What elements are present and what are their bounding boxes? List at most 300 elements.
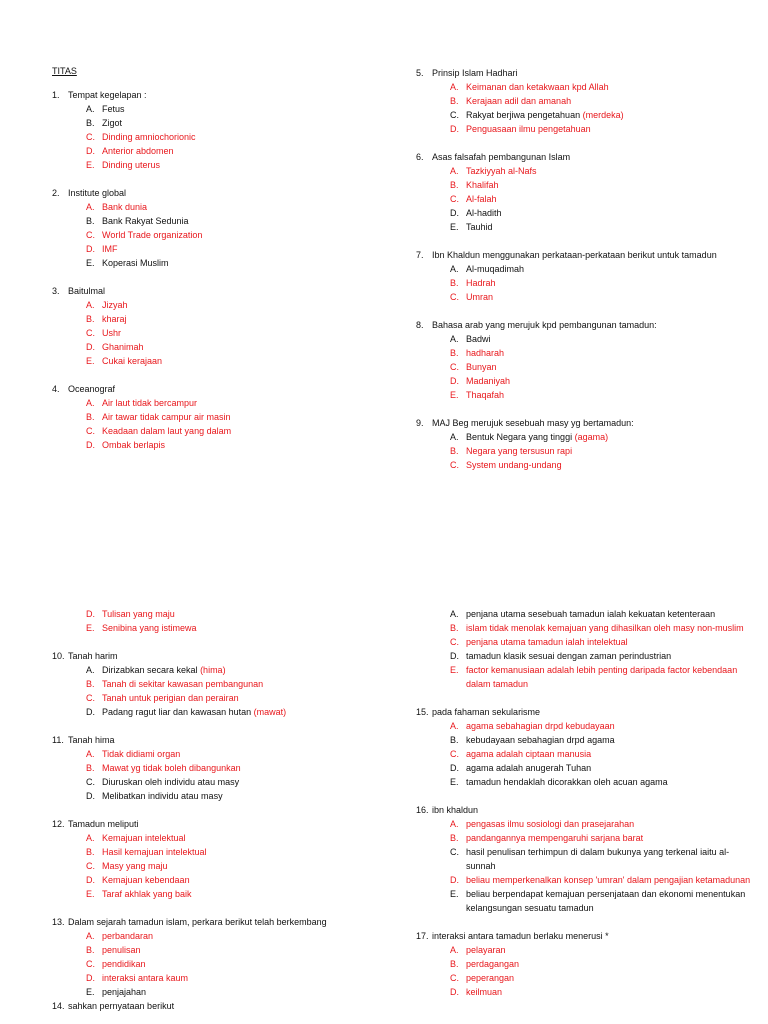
option-text: [466, 635, 756, 649]
answer-option: [416, 831, 756, 845]
option-label: Ghanimah: [102, 342, 144, 352]
question-block: [416, 929, 756, 999]
option-letter: D.: [86, 875, 95, 885]
question-text: Bahasa arab yang merujuk kpd pembangunan tamadun:: [432, 320, 657, 330]
question-block: [52, 88, 392, 172]
option-label: Keimanan dan ketakwaan kpd Allah: [466, 82, 609, 92]
option-letter: B.: [86, 412, 95, 422]
option-letter: B.: [450, 959, 459, 969]
answer-option: [416, 887, 756, 915]
question-number: 7.: [416, 250, 424, 260]
option-label: penjajahan: [102, 987, 147, 997]
answer-option: [52, 929, 392, 943]
question-text: Tanah harim: [68, 651, 118, 661]
option-letter: A.: [86, 398, 95, 408]
option-text: [102, 663, 382, 677]
option-label: peperangan: [466, 973, 515, 983]
option-letter: E.: [450, 390, 459, 400]
option-note: (hima): [200, 665, 226, 675]
option-letter: D.: [450, 987, 459, 997]
option-text: [466, 607, 756, 621]
answer-option: [416, 845, 756, 873]
answer-option: [52, 298, 392, 312]
option-label: penjana utama sesebuah tamadun ialah kekuatan ketenteraan: [466, 609, 716, 619]
option-letter: D.: [86, 146, 95, 156]
option-letter: A.: [86, 931, 95, 941]
option-text: [466, 332, 756, 346]
question-heading: [416, 803, 756, 817]
answer-option: [416, 430, 756, 444]
answer-option: [52, 410, 392, 424]
option-text: [466, 94, 756, 108]
answer-option: [52, 326, 392, 340]
answer-option: [416, 164, 756, 178]
option-text: [102, 747, 382, 761]
question-block: [416, 66, 756, 136]
question-number: 6.: [416, 152, 424, 162]
option-letter: D.: [450, 124, 459, 134]
option-text: [102, 200, 382, 214]
answer-option: [52, 971, 392, 985]
option-letter: C.: [450, 749, 459, 759]
option-label: Air tawar tidak campur air masin: [102, 412, 231, 422]
question-spacer: [52, 719, 392, 733]
question-spacer: [52, 172, 392, 186]
option-note: (mawat): [253, 707, 287, 717]
option-text: [466, 719, 756, 733]
option-letter: A.: [450, 82, 459, 92]
option-letter: B.: [450, 180, 459, 190]
answer-option: [52, 747, 392, 761]
option-label: Dinding amniochorionic: [102, 132, 196, 142]
question-heading: [52, 915, 392, 929]
option-text: [102, 102, 382, 116]
option-note: (merdeka): [582, 110, 624, 120]
option-label: Kerajaan adil dan amanah: [466, 96, 572, 106]
option-label: Rakyat berjiwa pengetahuan: [466, 110, 581, 120]
option-label: Mawat yg tidak boleh dibangunkan: [102, 763, 241, 773]
option-text: [466, 360, 756, 374]
option-letter: B.: [86, 314, 95, 324]
answer-option: [52, 873, 392, 887]
answer-option: [52, 789, 392, 803]
answer-option: [52, 775, 392, 789]
question-block: [52, 649, 392, 719]
question-number: 12.: [52, 819, 65, 829]
option-letter: D.: [86, 440, 95, 450]
option-label: pendidikan: [102, 959, 146, 969]
answer-option: [416, 332, 756, 346]
question-text: Prinsip Islam Hadhari: [432, 68, 518, 78]
option-label: Tanah di sekitar kawasan pembangunan: [102, 679, 264, 689]
option-label: beliau memperkenalkan konsep 'umran' dalam pengajian ketamadunan: [466, 875, 751, 885]
answer-option: [416, 747, 756, 761]
answer-option: [52, 354, 392, 368]
option-text: [466, 845, 756, 873]
question-heading: [52, 88, 392, 102]
question-block: [416, 705, 756, 789]
option-text: [102, 144, 382, 158]
question-spacer: [52, 270, 392, 284]
option-text: [102, 985, 382, 999]
option-label: Hadrah: [466, 278, 496, 288]
question-spacer: [416, 691, 756, 705]
question-number: 17.: [416, 931, 429, 941]
answer-option: [52, 312, 392, 326]
question-heading: [416, 318, 756, 332]
option-letter: A.: [450, 819, 459, 829]
option-text: [102, 326, 382, 340]
answer-option: [416, 458, 756, 472]
option-letter: E.: [450, 889, 459, 899]
option-text: [102, 228, 382, 242]
option-text: [102, 929, 382, 943]
question-number: 2.: [52, 188, 60, 198]
option-letter: A.: [86, 202, 95, 212]
answer-option: [52, 214, 392, 228]
question-number: 16.: [416, 805, 429, 815]
option-letter: C.: [450, 110, 459, 120]
option-note: (agama): [574, 432, 609, 442]
question-spacer: [52, 901, 392, 915]
option-letter: D.: [450, 763, 459, 773]
option-label: World Trade organization: [102, 230, 203, 240]
option-text: [466, 663, 756, 691]
answer-option: [416, 649, 756, 663]
question-block: [52, 382, 392, 452]
option-text: [102, 130, 382, 144]
answer-option: [416, 388, 756, 402]
option-text: [102, 691, 382, 705]
question-heading: [52, 733, 392, 747]
option-label: Ombak berlapis: [102, 440, 166, 450]
question-heading: [416, 705, 756, 719]
answer-option: [52, 845, 392, 859]
option-label: Diuruskan oleh individu atau masy: [102, 777, 240, 787]
option-letter: C.: [86, 328, 95, 338]
question-heading: [416, 248, 756, 262]
answer-option: [52, 242, 392, 256]
question-heading: [52, 999, 392, 1013]
option-label: Melibatkan individu atau masy: [102, 791, 223, 801]
option-text: [466, 276, 756, 290]
option-letter: A.: [450, 432, 459, 442]
option-label: Koperasi Muslim: [102, 258, 169, 268]
option-letter: D.: [86, 791, 95, 801]
option-text: [466, 206, 756, 220]
answer-option: [52, 256, 392, 270]
answer-option: [52, 831, 392, 845]
question-block: [416, 318, 756, 402]
question-text: Baitulmal: [68, 286, 106, 296]
option-label: pelayaran: [466, 945, 506, 955]
answer-option: [52, 957, 392, 971]
question-heading: [52, 186, 392, 200]
question-text: Asas falsafah pembangunan Islam: [432, 152, 571, 162]
answer-option: [52, 228, 392, 242]
option-label: Senibina yang istimewa: [102, 623, 197, 633]
option-text: [466, 621, 756, 635]
answer-option: [52, 705, 392, 719]
option-text: [466, 80, 756, 94]
option-letter: D.: [450, 208, 459, 218]
option-letter: B.: [86, 679, 95, 689]
option-label: agama adalah anugerah Tuhan: [466, 763, 592, 773]
option-letter: D.: [86, 342, 95, 352]
option-text: [466, 817, 756, 831]
option-text: [102, 256, 382, 270]
option-letter: C.: [86, 777, 95, 787]
option-label: Zigot: [102, 118, 123, 128]
question-number: 9.: [416, 418, 424, 428]
option-text: [102, 943, 382, 957]
question-text: ibn khaldun: [432, 805, 479, 815]
answer-option: [416, 290, 756, 304]
question-text: Ibn Khaldun menggunakan perkataan-perkataan berikut untuk tamadun: [432, 250, 717, 260]
answer-option: [416, 108, 756, 122]
option-letter: E.: [86, 356, 95, 366]
answer-option: [416, 719, 756, 733]
question-text: Tamadun meliputi: [68, 819, 139, 829]
option-letter: C.: [450, 460, 459, 470]
option-label: IMF: [102, 244, 118, 254]
option-label: Air laut tidak bercampur: [102, 398, 198, 408]
answer-option: [416, 122, 756, 136]
option-text: [466, 374, 756, 388]
option-letter: C.: [450, 194, 459, 204]
answer-option: [416, 220, 756, 234]
answer-option: [52, 200, 392, 214]
option-label: Negara yang tersusun rapi: [466, 446, 573, 456]
question-text: Institute global: [68, 188, 127, 198]
option-label: hasil penulisan terhimpun di dalam bukunya yang terkenal iaitu al-sunnah: [466, 847, 730, 871]
option-text: [102, 677, 382, 691]
question-spacer: [416, 789, 756, 803]
option-letter: B.: [450, 623, 459, 633]
option-text: [102, 887, 382, 901]
option-letter: B.: [450, 348, 459, 358]
option-text: [102, 214, 382, 228]
question-heading: [52, 284, 392, 298]
option-text: [466, 444, 756, 458]
question-number: 10.: [52, 651, 65, 661]
option-text: [466, 985, 756, 999]
option-text: [102, 312, 382, 326]
option-label: Jizyah: [102, 300, 128, 310]
option-label: keilmuan: [466, 987, 503, 997]
question-spacer: [52, 803, 392, 817]
question-text: pada fahaman sekularisme: [432, 707, 541, 717]
answer-option: [52, 943, 392, 957]
option-label: Dirizabkan secara kekal: [102, 665, 198, 675]
option-text: [466, 761, 756, 775]
answer-option: [52, 396, 392, 410]
option-text: [102, 859, 382, 873]
answer-option: [52, 691, 392, 705]
option-letter: D.: [86, 707, 95, 717]
option-label: Taraf akhlak yang baik: [102, 889, 192, 899]
answer-option: [52, 663, 392, 677]
answer-option: [416, 873, 756, 887]
option-letter: A.: [450, 334, 459, 344]
option-letter: E.: [86, 889, 95, 899]
option-label: perdagangan: [466, 959, 520, 969]
option-text: [466, 649, 756, 663]
answer-option: [416, 985, 756, 999]
option-text: [466, 733, 756, 747]
option-label: Tanah untuk perigian dan perairan: [102, 693, 239, 703]
answer-option: [52, 887, 392, 901]
option-letter: A.: [86, 104, 95, 114]
answer-option: [416, 943, 756, 957]
option-label: Ushr: [102, 328, 122, 338]
answer-option: [416, 817, 756, 831]
option-text: [102, 116, 382, 130]
option-text: [466, 388, 756, 402]
option-letter: A.: [86, 749, 95, 759]
answer-option: [416, 262, 756, 276]
question-heading: [416, 929, 756, 943]
option-text: [102, 705, 382, 719]
option-label: Padang ragut liar dan kawasan hutan: [102, 707, 252, 717]
answer-option: [52, 761, 392, 775]
answer-option: [52, 158, 392, 172]
option-label: Kemajuan kebendaan: [102, 875, 190, 885]
option-label: Tazkiyyah al-Nafs: [466, 166, 537, 176]
question-column-top-right: [416, 66, 756, 486]
option-text: [466, 873, 756, 887]
option-letter: E.: [86, 258, 95, 268]
option-letter: A.: [86, 665, 95, 675]
option-letter: B.: [86, 763, 95, 773]
question-number: 5.: [416, 68, 424, 78]
option-text: [102, 971, 382, 985]
answer-option: [52, 116, 392, 130]
option-text: [466, 220, 756, 234]
answer-option: [416, 971, 756, 985]
answer-option: [416, 346, 756, 360]
option-letter: A.: [86, 833, 95, 843]
option-text: [102, 845, 382, 859]
question-number: 11.: [52, 735, 64, 745]
option-letter: B.: [450, 833, 459, 843]
option-text: [102, 354, 382, 368]
option-label: hadharah: [466, 348, 505, 358]
question-block: [52, 186, 392, 270]
answer-option: [52, 621, 392, 635]
option-letter: A.: [86, 300, 95, 310]
option-text: [466, 831, 756, 845]
question-block: [52, 733, 392, 803]
question-heading: [416, 66, 756, 80]
answer-option: [52, 438, 392, 452]
option-letter: A.: [450, 609, 459, 619]
option-label: Thaqafah: [466, 390, 505, 400]
question-number: 14.: [52, 1001, 65, 1011]
question-heading: [416, 150, 756, 164]
option-letter: C.: [450, 362, 459, 372]
option-label: tamadun klasik sesuai dengan zaman perindustrian: [466, 651, 672, 661]
option-letter: B.: [450, 278, 459, 288]
answer-option: [416, 80, 756, 94]
option-letter: D.: [86, 973, 95, 983]
option-letter: D.: [86, 244, 95, 254]
option-text: [466, 747, 756, 761]
option-text: [102, 873, 382, 887]
option-label: perbandaran: [102, 931, 154, 941]
option-text: [466, 887, 756, 915]
option-label: Umran: [466, 292, 494, 302]
option-label: Cukai kerajaan: [102, 356, 163, 366]
question-block: [416, 150, 756, 234]
option-letter: D.: [450, 376, 459, 386]
option-label: pandangannya mempengaruhi sarjana barat: [466, 833, 644, 843]
option-label: Masy yang maju: [102, 861, 168, 871]
question-block: [416, 248, 756, 304]
answer-option: [416, 957, 756, 971]
option-letter: B.: [86, 847, 95, 857]
answer-option: [416, 663, 756, 691]
option-text: [102, 340, 382, 354]
option-label: Fetus: [102, 104, 125, 114]
option-label: interaksi antara kaum: [102, 973, 189, 983]
question-number: 8.: [416, 320, 424, 330]
answer-option: [416, 444, 756, 458]
option-text: [466, 108, 756, 122]
option-text: [102, 158, 382, 172]
option-text: [102, 957, 382, 971]
option-text: [102, 607, 382, 621]
question-heading: [52, 817, 392, 831]
option-label: pengasas ilmu sosiologi dan prasejarahan: [466, 819, 635, 829]
option-label: System undang-undang: [466, 460, 562, 470]
option-letter: D.: [450, 651, 459, 661]
question-text: MAJ Beg merujuk sesebuah masy yg bertamadun:: [432, 418, 634, 428]
question-column-bottom-left: [52, 607, 392, 1013]
question-block: [416, 803, 756, 915]
option-letter: A.: [450, 945, 459, 955]
answer-option: [416, 192, 756, 206]
answer-option: [416, 360, 756, 374]
option-letter: B.: [450, 96, 459, 106]
option-text: [102, 410, 382, 424]
option-label: agama sebahagian drpd kebudayaan: [466, 721, 615, 731]
option-letter: C.: [86, 693, 95, 703]
option-text: [102, 831, 382, 845]
answer-option: [52, 102, 392, 116]
option-text: [102, 396, 382, 410]
option-label: Al-hadith: [466, 208, 502, 218]
option-letter: D.: [86, 609, 95, 619]
question-spacer: [416, 915, 756, 929]
answer-option: [416, 178, 756, 192]
answer-option: [416, 733, 756, 747]
option-letter: E.: [450, 222, 459, 232]
option-label: Kemajuan intelektual: [102, 833, 186, 843]
option-label: Al-muqadimah: [466, 264, 525, 274]
option-text: [466, 957, 756, 971]
answer-option: [52, 607, 392, 621]
option-letter: C.: [86, 230, 95, 240]
option-letter: E.: [86, 160, 95, 170]
option-label: Bank dunia: [102, 202, 148, 212]
option-label: Bunyan: [466, 362, 497, 372]
question-text: Dalam sejarah tamadun islam, perkara berikut telah berkembang: [68, 917, 327, 927]
question-text: interaksi antara tamadun berlaku menerusi *: [432, 931, 609, 941]
option-letter: B.: [450, 446, 459, 456]
option-text: [466, 262, 756, 276]
option-letter: A.: [450, 264, 459, 274]
